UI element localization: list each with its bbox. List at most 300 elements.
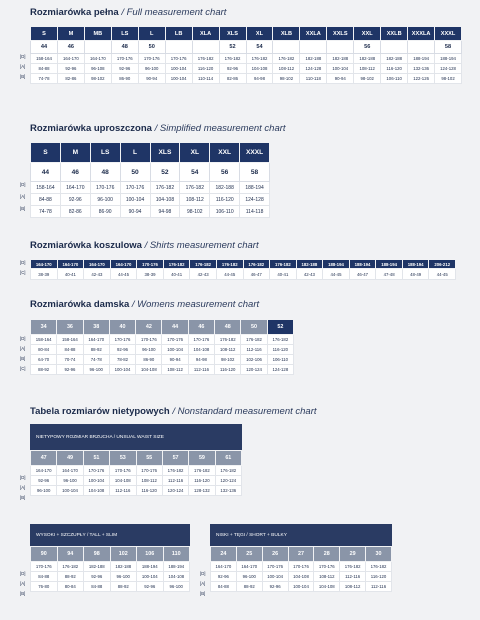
measure-cell: 88-92: [57, 572, 84, 582]
measure-cell: 96-100: [163, 582, 190, 592]
size-cell: XXL: [210, 143, 240, 163]
measure-cell: 102-106: [241, 355, 267, 365]
measure-cell: 98-102: [354, 74, 381, 84]
women-row-label: [B]: [20, 356, 26, 361]
measure-cell: 86-90: [111, 74, 138, 84]
measure-cell: 188-194: [137, 562, 164, 572]
measure-cell: 116-120: [136, 486, 162, 496]
size-cell: 102: [110, 547, 137, 562]
measure-cell: 92-96: [57, 64, 84, 74]
measure-cell: 176-182: [215, 335, 241, 345]
collar-row: [31, 269, 456, 280]
measure-cell: 170-176: [165, 54, 192, 64]
measure-cell: 176-182: [150, 182, 180, 194]
eu-size-cell: 58: [435, 41, 462, 54]
size-cell: 50: [241, 320, 267, 335]
eu-size-cell: 52: [219, 41, 246, 54]
measure-cell: 90-94: [327, 74, 354, 84]
size-cell: 61: [215, 451, 241, 466]
size-header-row: [31, 320, 294, 335]
tall-banner: WYSOKI + SZCZUPŁY / TALL + SLIM: [30, 524, 190, 546]
size-cell: 59: [189, 451, 215, 466]
size-cell: XXLB: [381, 27, 408, 41]
measure-cell: 182-188: [381, 54, 408, 64]
simplified-chart-table: [30, 142, 270, 218]
collar-cell: 38-39: [31, 269, 58, 280]
measure-cell: 176-182: [267, 335, 293, 345]
measure-cell: 170-176: [314, 562, 340, 572]
size-cell: 29: [340, 547, 366, 562]
measure-cell: 100-104: [288, 582, 314, 592]
measure-cell: 100-104: [83, 476, 109, 486]
short-row-label: [D]: [200, 571, 206, 576]
measure-cell: 164-170: [60, 182, 90, 194]
measure-cell: 96-108: [84, 64, 111, 74]
women-row-label: [A]: [20, 346, 26, 351]
measure-cell: 116-120: [366, 572, 392, 582]
eu-size-cell: 56: [210, 163, 240, 182]
size-cell: 55: [136, 451, 162, 466]
measure-cell: 164-170: [57, 466, 83, 476]
eu-size-cell: [381, 41, 408, 54]
eu-size-cell: 50: [138, 41, 165, 54]
eu-size-cell: 58: [240, 163, 270, 182]
measure-cell: 182-188: [327, 54, 354, 64]
measure-cell: 84-88: [31, 64, 58, 74]
eu-size-cell: 54: [246, 41, 273, 54]
size-cell: 90: [31, 547, 58, 562]
measure-cell: 132-136: [408, 64, 435, 74]
measure-cell: 108-112: [340, 582, 366, 592]
measure-cell: 176-182: [273, 54, 300, 64]
collar-cell: 44-45: [323, 269, 350, 280]
measure-cell: 176-182: [366, 562, 392, 572]
measure-cell: 106-110: [381, 74, 408, 84]
measure-cell: 164-170: [31, 466, 57, 476]
measure-cell: 108-112: [136, 476, 162, 486]
size-cell: 98: [84, 547, 111, 562]
measure-cell: 88-92: [110, 582, 137, 592]
tall-row-label: [A]: [20, 581, 26, 586]
measure-cell: 176-182: [180, 182, 210, 194]
measure-cell: 98-102: [84, 74, 111, 84]
measure-cell: 164-170: [84, 54, 111, 64]
size-cell: LS: [111, 27, 138, 41]
measure-cell: 90-94: [120, 206, 150, 218]
measure-cell: 120-124: [241, 365, 267, 375]
measure-cell: 100-104: [165, 64, 192, 74]
shirts-row-label: [C]: [20, 270, 26, 275]
eu-size-cell: 48: [111, 41, 138, 54]
simplified-row-label: [A]: [20, 194, 26, 199]
size-cell: XLS: [150, 143, 180, 163]
size-cell: 52: [267, 320, 293, 335]
measure-cell: 86-90: [90, 206, 120, 218]
measure-cell: 176-182: [57, 562, 84, 572]
measure-row: [31, 64, 462, 74]
measure-cell: 84-88: [31, 572, 58, 582]
measure-row: [211, 562, 392, 572]
simplified-row-label: [B]: [20, 206, 26, 211]
measure-cell: 100-104: [262, 572, 288, 582]
eu-size-cell: 46: [57, 41, 84, 54]
size-cell: 42: [136, 320, 162, 335]
size-cell: 25: [236, 547, 262, 562]
measure-cell: 96-100: [136, 345, 162, 355]
size-cell: S: [31, 143, 61, 163]
size-cell: XXLA: [300, 27, 327, 41]
measure-cell: 96-100: [90, 194, 120, 206]
eu-size-row: [31, 41, 462, 54]
measure-cell: 94-98: [188, 355, 214, 365]
women-row-label: [C]: [20, 366, 26, 371]
measure-row: [31, 74, 462, 84]
size-cell: 53: [110, 451, 136, 466]
simplified-chart-title: Rozmiarówka uproszczona / Simplified measurement chart: [30, 123, 286, 134]
measure-cell: 90-94: [162, 355, 188, 365]
size-cell: S: [31, 27, 58, 41]
size-cell: 48: [215, 320, 241, 335]
measure-cell: 158-164: [31, 182, 61, 194]
measure-cell: 188-194: [240, 182, 270, 194]
measure-cell: 112-116: [188, 365, 214, 375]
measure-row: [31, 206, 270, 218]
measure-cell: 92-96: [111, 64, 138, 74]
size-cell: XXL: [354, 27, 381, 41]
women-row-label: [D]: [20, 336, 26, 341]
measure-cell: 170-176: [110, 466, 136, 476]
measure-cell: 92-96: [57, 365, 83, 375]
measure-cell: 108-112: [273, 64, 300, 74]
measure-cell: 100-104: [137, 572, 164, 582]
height-cell: 188-194: [376, 260, 403, 269]
measure-row: [31, 466, 242, 476]
eu-size-cell: [273, 41, 300, 54]
measure-cell: 164-170: [236, 562, 262, 572]
nonstandard-chart-title: Tabela rozmiarów nietypowych / Nonstandard measurement chart: [30, 406, 317, 417]
measure-cell: 80-84: [31, 345, 57, 355]
measure-cell: 96-100: [138, 64, 165, 74]
measure-row: [31, 194, 270, 206]
eu-size-cell: 50: [120, 163, 150, 182]
measure-cell: 92-96: [60, 194, 90, 206]
size-cell: 24: [211, 547, 237, 562]
measure-row: [31, 345, 294, 355]
measure-cell: 108-112: [215, 345, 241, 355]
measure-cell: 98-102: [435, 74, 462, 84]
measure-cell: 176-182: [215, 466, 241, 476]
measure-cell: 94-98: [150, 206, 180, 218]
measure-cell: 104-108: [150, 194, 180, 206]
measure-cell: 170-176: [188, 335, 214, 345]
measure-cell: 124-128: [267, 365, 293, 375]
size-header-row: [31, 27, 462, 41]
shirts-chart-table: [30, 259, 456, 280]
size-cell: 27: [288, 547, 314, 562]
eu-size-cell: [84, 41, 111, 54]
shirts-row-label: [D]: [20, 260, 26, 265]
collar-cell: 48-49: [402, 269, 429, 280]
collar-cell: 42-43: [84, 269, 111, 280]
height-cell: 164-170: [31, 260, 58, 269]
measure-cell: 170-176: [288, 562, 314, 572]
tall-row-label: [B]: [20, 591, 26, 596]
size-header-row: [31, 547, 190, 562]
height-cell: 170-176: [137, 260, 164, 269]
measure-cell: 104-108: [246, 64, 273, 74]
measure-cell: 158-164: [31, 54, 58, 64]
measure-cell: 100-104: [57, 486, 83, 496]
measure-cell: 108-112: [162, 365, 188, 375]
measure-cell: 176-182: [192, 54, 219, 64]
measure-cell: 100-104: [327, 64, 354, 74]
measure-cell: 88-92: [31, 365, 57, 375]
measure-cell: 70-74: [57, 355, 83, 365]
measure-cell: 74-78: [31, 206, 61, 218]
size-cell: M: [60, 143, 90, 163]
measure-cell: 104-108: [83, 486, 109, 496]
measure-row: [31, 182, 270, 194]
short-section: [210, 524, 392, 592]
measure-cell: 84-88: [84, 582, 111, 592]
measure-cell: 170-176: [138, 54, 165, 64]
measure-cell: 104-108: [163, 572, 190, 582]
size-cell: 30: [366, 547, 392, 562]
size-cell: 40: [109, 320, 135, 335]
size-cell: XLS: [219, 27, 246, 41]
collar-cell: 42-43: [296, 269, 323, 280]
simplified-row-label: [D]: [20, 182, 26, 187]
tall-row-label: [D]: [20, 571, 26, 576]
eu-size-cell: 54: [180, 163, 210, 182]
measure-cell: 84-88: [211, 582, 237, 592]
measure-cell: 158-164: [31, 335, 57, 345]
measure-cell: 132-136: [215, 486, 241, 496]
measure-cell: 92-96: [109, 345, 135, 355]
measure-cell: 88-92: [236, 582, 262, 592]
eu-size-cell: 52: [150, 163, 180, 182]
size-cell: 34: [31, 320, 57, 335]
measure-cell: 74-78: [83, 355, 109, 365]
short-row-label: [B]: [200, 591, 206, 596]
full-row-label: [D]: [20, 54, 26, 59]
measure-cell: 76-80: [31, 582, 58, 592]
eu-size-cell: 48: [90, 163, 120, 182]
measure-cell: 92-96: [211, 572, 237, 582]
collar-cell: 47-48: [376, 269, 403, 280]
size-cell: 47: [31, 451, 57, 466]
measure-row: [31, 54, 462, 64]
collar-cell: 46-47: [243, 269, 270, 280]
measure-cell: 170-176: [109, 335, 135, 345]
measure-cell: 74-78: [31, 74, 58, 84]
eu-size-cell: 44: [31, 163, 61, 182]
women-chart-table: [30, 319, 294, 375]
measure-cell: 82-86: [60, 206, 90, 218]
size-cell: 44: [162, 320, 188, 335]
size-cell: 28: [314, 547, 340, 562]
measure-cell: 80-84: [57, 582, 84, 592]
eu-size-cell: 46: [60, 163, 90, 182]
size-cell: 46: [188, 320, 214, 335]
size-cell: XLB: [273, 27, 300, 41]
height-cell: 164-170: [110, 260, 137, 269]
measure-cell: 108-112: [354, 64, 381, 74]
measure-cell: 120-124: [215, 476, 241, 486]
size-cell: LB: [165, 27, 192, 41]
measure-cell: 170-176: [136, 466, 162, 476]
measure-cell: 104-108: [314, 582, 340, 592]
measure-cell: 96-100: [57, 476, 83, 486]
height-cell: 182-188: [296, 260, 323, 269]
collar-cell: 46-47: [349, 269, 376, 280]
full-chart-title: Rozmiarówka pełna / Full measurement chart: [30, 7, 227, 18]
measure-row: [31, 562, 190, 572]
measure-cell: 106-110: [267, 355, 293, 365]
size-cell: 36: [57, 320, 83, 335]
measure-row: [31, 476, 242, 486]
measure-cell: 92-96: [219, 64, 246, 74]
measure-cell: 96-100: [236, 572, 262, 582]
measure-cell: 92-96: [262, 582, 288, 592]
size-cell: XLA: [192, 27, 219, 41]
size-cell: MB: [84, 27, 111, 41]
measure-cell: 170-176: [31, 562, 58, 572]
measure-cell: 84-88: [31, 194, 61, 206]
tall-section: [30, 524, 190, 592]
measure-cell: 98-102: [215, 355, 241, 365]
measure-cell: 128-132: [189, 486, 215, 496]
measure-cell: 84-88: [57, 345, 83, 355]
collar-cell: 40-41: [57, 269, 84, 280]
measure-row: [31, 582, 190, 592]
measure-cell: 170-176: [162, 335, 188, 345]
measure-cell: 116-120: [189, 476, 215, 486]
measure-cell: 170-176: [120, 182, 150, 194]
measure-cell: 92-96: [137, 582, 164, 592]
height-cell: 188-194: [349, 260, 376, 269]
height-cell: 176-182: [243, 260, 270, 269]
measure-cell: 164-170: [211, 562, 237, 572]
measure-cell: 170-176: [83, 466, 109, 476]
collar-cell: 40-41: [270, 269, 297, 280]
size-cell: 49: [57, 451, 83, 466]
measure-cell: 116-120: [215, 365, 241, 375]
measure-row: [31, 572, 190, 582]
size-cell: 94: [57, 547, 84, 562]
measure-cell: 114-118: [240, 206, 270, 218]
measure-cell: 188-194: [408, 54, 435, 64]
full-row-label: [B]: [20, 74, 26, 79]
measure-cell: 64-70: [31, 355, 57, 365]
full-row-label: [A]: [20, 64, 26, 69]
size-cell: XXXL: [435, 27, 462, 41]
measure-cell: 116-120: [210, 194, 240, 206]
height-cell: 176-182: [270, 260, 297, 269]
size-cell: L: [120, 143, 150, 163]
size-cell: XXXLA: [408, 27, 435, 41]
measure-cell: 108-112: [180, 194, 210, 206]
collar-cell: 42-43: [190, 269, 217, 280]
waist-row-label: [A]: [20, 485, 26, 490]
measure-cell: 170-176: [90, 182, 120, 194]
size-cell: XL: [180, 143, 210, 163]
waist-row-label: [B]: [20, 495, 26, 500]
measure-cell: 176-182: [162, 466, 188, 476]
measure-cell: 94-98: [246, 74, 273, 84]
women-chart-title: Rozmiarówka damska / Womens measurement chart: [30, 299, 260, 310]
measure-cell: 104-108: [136, 365, 162, 375]
measure-cell: 122-126: [408, 74, 435, 84]
size-cell: 38: [83, 320, 109, 335]
measure-cell: 112-116: [162, 476, 188, 486]
eu-size-cell: 44: [31, 41, 58, 54]
measure-cell: 110-114: [192, 74, 219, 84]
measure-cell: 124-128: [240, 194, 270, 206]
measure-cell: 110-118: [300, 74, 327, 84]
waist-banner: NIETYPOWY ROZMIAR BRZUCHA / UNSUAL WAIST SIZE: [30, 424, 242, 450]
measure-cell: 100-104: [165, 74, 192, 84]
measure-cell: 96-100: [83, 365, 109, 375]
measure-cell: 116-120: [192, 64, 219, 74]
measure-cell: 116-120: [381, 64, 408, 74]
measure-cell: 98-102: [273, 74, 300, 84]
measure-cell: 100-104: [120, 194, 150, 206]
measure-cell: 158-164: [57, 335, 83, 345]
eu-size-cell: [300, 41, 327, 54]
measure-cell: 182-188: [300, 54, 327, 64]
measure-cell: 86-90: [136, 355, 162, 365]
eu-size-cell: 56: [354, 41, 381, 54]
measure-cell: 188-194: [163, 562, 190, 572]
measure-cell: 124-128: [300, 64, 327, 74]
size-cell: XL: [246, 27, 273, 41]
measure-cell: 176-182: [219, 54, 246, 64]
measure-cell: 96-100: [31, 486, 57, 496]
measure-cell: 98-102: [180, 206, 210, 218]
measure-row: [31, 335, 294, 345]
measure-cell: 124-128: [435, 64, 462, 74]
measure-cell: 164-170: [57, 54, 84, 64]
height-cell: 206-212: [429, 260, 456, 269]
collar-cell: 40-41: [163, 269, 190, 280]
measure-cell: 176-182: [241, 335, 267, 345]
measure-cell: 104-108: [288, 572, 314, 582]
size-cell: 26: [262, 547, 288, 562]
size-header-row: [31, 143, 270, 163]
size-cell: LS: [90, 143, 120, 163]
measure-cell: 164-170: [83, 335, 109, 345]
measure-cell: 92-96: [84, 572, 111, 582]
size-cell: 51: [83, 451, 109, 466]
measure-cell: 176-182: [189, 466, 215, 476]
measure-cell: 100-104: [162, 345, 188, 355]
size-header-row: [31, 451, 242, 466]
measure-cell: 92-96: [31, 476, 57, 486]
measure-cell: 170-176: [262, 562, 288, 572]
measure-cell: 100-104: [109, 365, 135, 375]
collar-cell: 44-45: [216, 269, 243, 280]
shirts-chart-title: Rozmiarówka koszulowa / Shirts measurement chart: [30, 240, 259, 251]
collar-cell: 38-39: [137, 269, 164, 280]
measure-cell: 104-108: [188, 345, 214, 355]
measure-cell: 182-188: [210, 182, 240, 194]
measure-cell: 108-112: [314, 572, 340, 582]
size-cell: 106: [137, 547, 164, 562]
full-chart-table: [30, 26, 462, 84]
measure-row: [31, 355, 294, 365]
measure-cell: 112-116: [110, 486, 136, 496]
